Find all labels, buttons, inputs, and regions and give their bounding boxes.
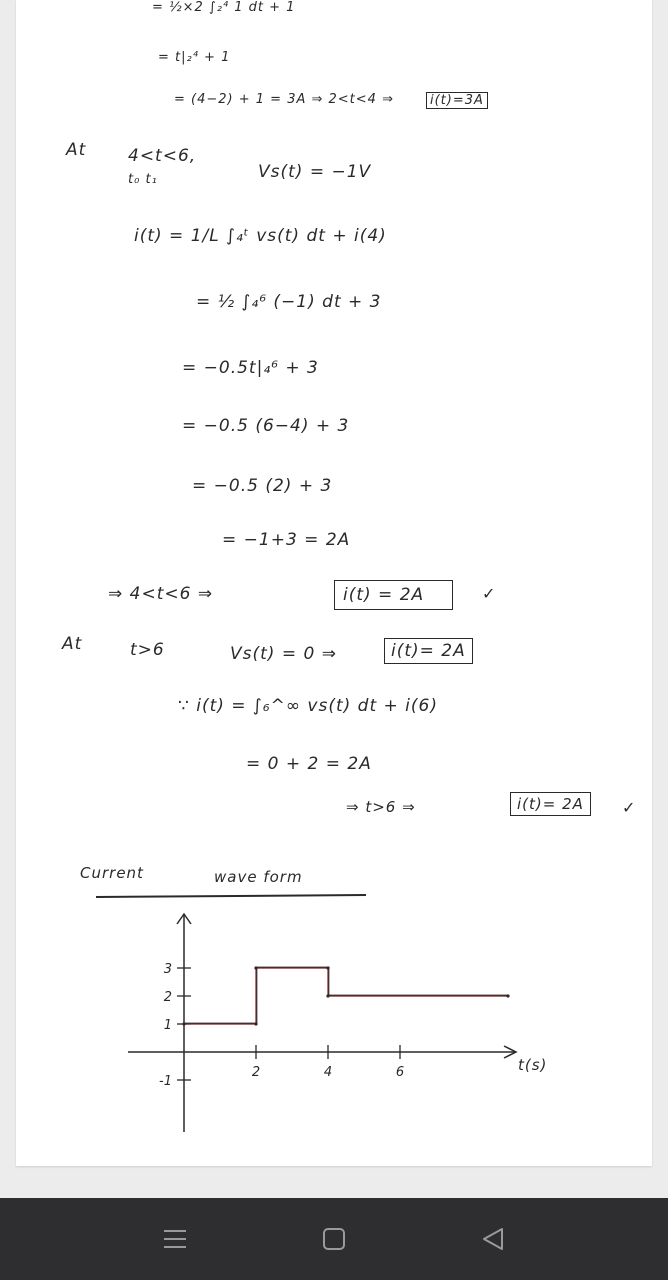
section1-line-5: = −0.5 (2) + 3 xyxy=(192,476,333,496)
menu-button[interactable] xyxy=(140,1198,210,1280)
navigation-bar xyxy=(0,1198,668,1280)
square-home-icon xyxy=(323,1228,345,1250)
x-tick-label-0: 2 xyxy=(251,1065,261,1080)
section1-line-6: = −1+3 = 2A xyxy=(222,530,351,550)
section1-heading: At xyxy=(66,140,87,160)
section2-result-box: i(t)= 2A xyxy=(510,792,591,816)
waveform-line-0 xyxy=(184,968,508,1024)
section1-line-1: i(t) = 1/L ∫₄ᵗ vs(t) dt + i(4) xyxy=(134,226,387,246)
section2-line-2: = 0 + 2 = 2A xyxy=(246,754,372,774)
note-top-box: i(t)=3A xyxy=(426,92,488,109)
current-waveform-chart xyxy=(16,900,652,1160)
note-line-top-3: = (4−2) + 1 = 3A ⇒ 2<t<4 ⇒ xyxy=(174,92,394,107)
section2-check-mark: ✓ xyxy=(622,798,636,817)
y-tick-label-2: 1 xyxy=(163,1018,172,1033)
graph-title-left: Current xyxy=(80,864,144,882)
section1-result-box: i(t) = 2A xyxy=(334,580,453,610)
x-tick-label-2: 6 xyxy=(395,1065,405,1080)
home-button[interactable] xyxy=(299,1198,369,1280)
section1-line-2: = ½ ∫₄⁶ (−1) dt + 3 xyxy=(196,292,382,312)
y-tick-label-1: 2 xyxy=(163,990,172,1005)
section2-line-1: ∵ i(t) = ∫₆^∞ vs(t) dt + i(6) xyxy=(178,696,438,716)
y-tick-label-0: 3 xyxy=(163,962,172,977)
section1-check-mark: ✓ xyxy=(482,584,496,603)
note-line-top-2: = t|₂⁴ + 1 xyxy=(158,50,231,65)
menu-icon xyxy=(164,1229,186,1249)
section1-line-4: = −0.5 (6−4) + 3 xyxy=(182,416,350,436)
back-button[interactable] xyxy=(458,1198,528,1280)
section2-result-prefix: ⇒ t>6 ⇒ xyxy=(346,798,416,816)
triangle-back-icon xyxy=(482,1228,504,1250)
section2-vs-box: i(t)= 2A xyxy=(384,638,473,664)
section1-subscript: t₀ t₁ xyxy=(128,172,158,187)
section2-condition: t>6 xyxy=(130,640,165,660)
section1-line-3: = −0.5t|₄⁶ + 3 xyxy=(182,358,319,378)
note-line-top-1: = ½×2 ∫₂⁴ 1 dt + 1 xyxy=(152,0,296,15)
waveform-point-0-5 xyxy=(506,994,509,997)
section2-heading: At xyxy=(62,634,83,654)
section1-condition: 4<t<6, xyxy=(128,146,197,166)
graph-title-underline xyxy=(96,894,366,897)
x-tick-label-1: 4 xyxy=(323,1065,333,1080)
graph-title-right: wave form xyxy=(214,868,303,886)
section2-vs: Vs(t) = 0 ⇒ xyxy=(230,644,337,664)
waveform-point-0-0 xyxy=(182,1022,185,1025)
waveform-point-0-2 xyxy=(254,966,257,969)
section1-vs: Vs(t) = −1V xyxy=(258,162,372,182)
note-page xyxy=(16,0,652,1166)
waveform-point-0-4 xyxy=(326,994,329,997)
waveform-point-0-3 xyxy=(326,966,329,969)
waveform-stroke-0 xyxy=(185,967,509,1023)
waveform-point-0-1 xyxy=(254,1022,257,1025)
section1-result-prefix: ⇒ 4<t<6 ⇒ xyxy=(108,584,214,604)
y-tick-label-3: -1 xyxy=(159,1074,172,1089)
graph-x-axis-label: t(s) xyxy=(518,1056,548,1074)
